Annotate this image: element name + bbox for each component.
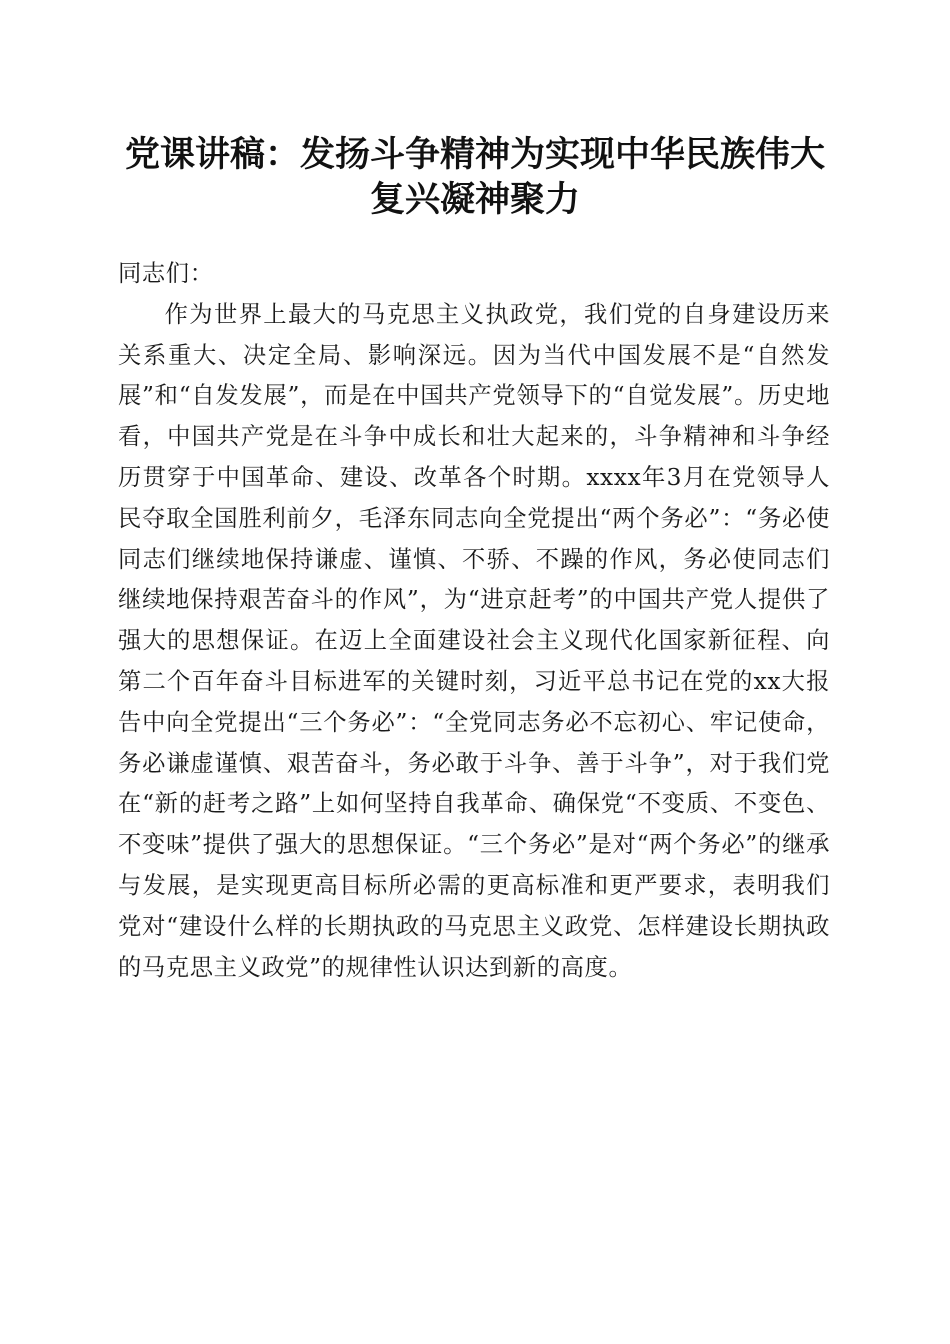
- salutation: 同志们：: [118, 260, 214, 287]
- document-title: 党课讲稿：发扬斗争精神为实现中华民族伟大复兴凝神聚力: [124, 134, 825, 220]
- document-body: [118, 254, 830, 988]
- body-paragraph: 作为世界上最大的马克思主义执政党，我们党的自身建设历来关系重大、决定全局、影响深远。因为当代中国发展不是“自然发展”和“自发发展”，而是在中国共产党领导下的“自觉发展”。历史地看，中国共产党是在斗争中成长和壮大起来的，斗争精神和斗争经历贯穿于中国革命、建设、改革各个时期。xxxx年3月在党领导人民夺取全国胜利前夕，毛泽东同志向全党提出“两个务必”：“务必使同志们继续地保持谦虚、谨慎、不骄、不躁的作风，务必使同志们继续地保持艰苦奋斗的作风”，为“进京赶考”的中国共产党人提供了强大的思想保证。在迈上全面建设社会主义现代化国家新征程、向第二个百年奋斗目标进军的关键时刻，习近平总书记在党的xx大报告中向全党提出“三个务必”：“全党同志务必不忘初心、牢记使命，务必谦虚谨慎、艰苦奋斗，务必敢于斗争、善于斗争”，对于我们党在“新的赶考之路”上如何坚持自我革命、确保党“不变质、不变色、不变味”提供了强大的思想保证。“三个务必”是对“两个务必”的继承与发展，是实现更高目标所必需的更高标准和更严要求，表明我们党对“建设什么样的长期执政的马克思主义政党、怎样建设长期执政的马克思主义政党”的规律性认识达到新的高度。: [118, 300, 830, 981]
